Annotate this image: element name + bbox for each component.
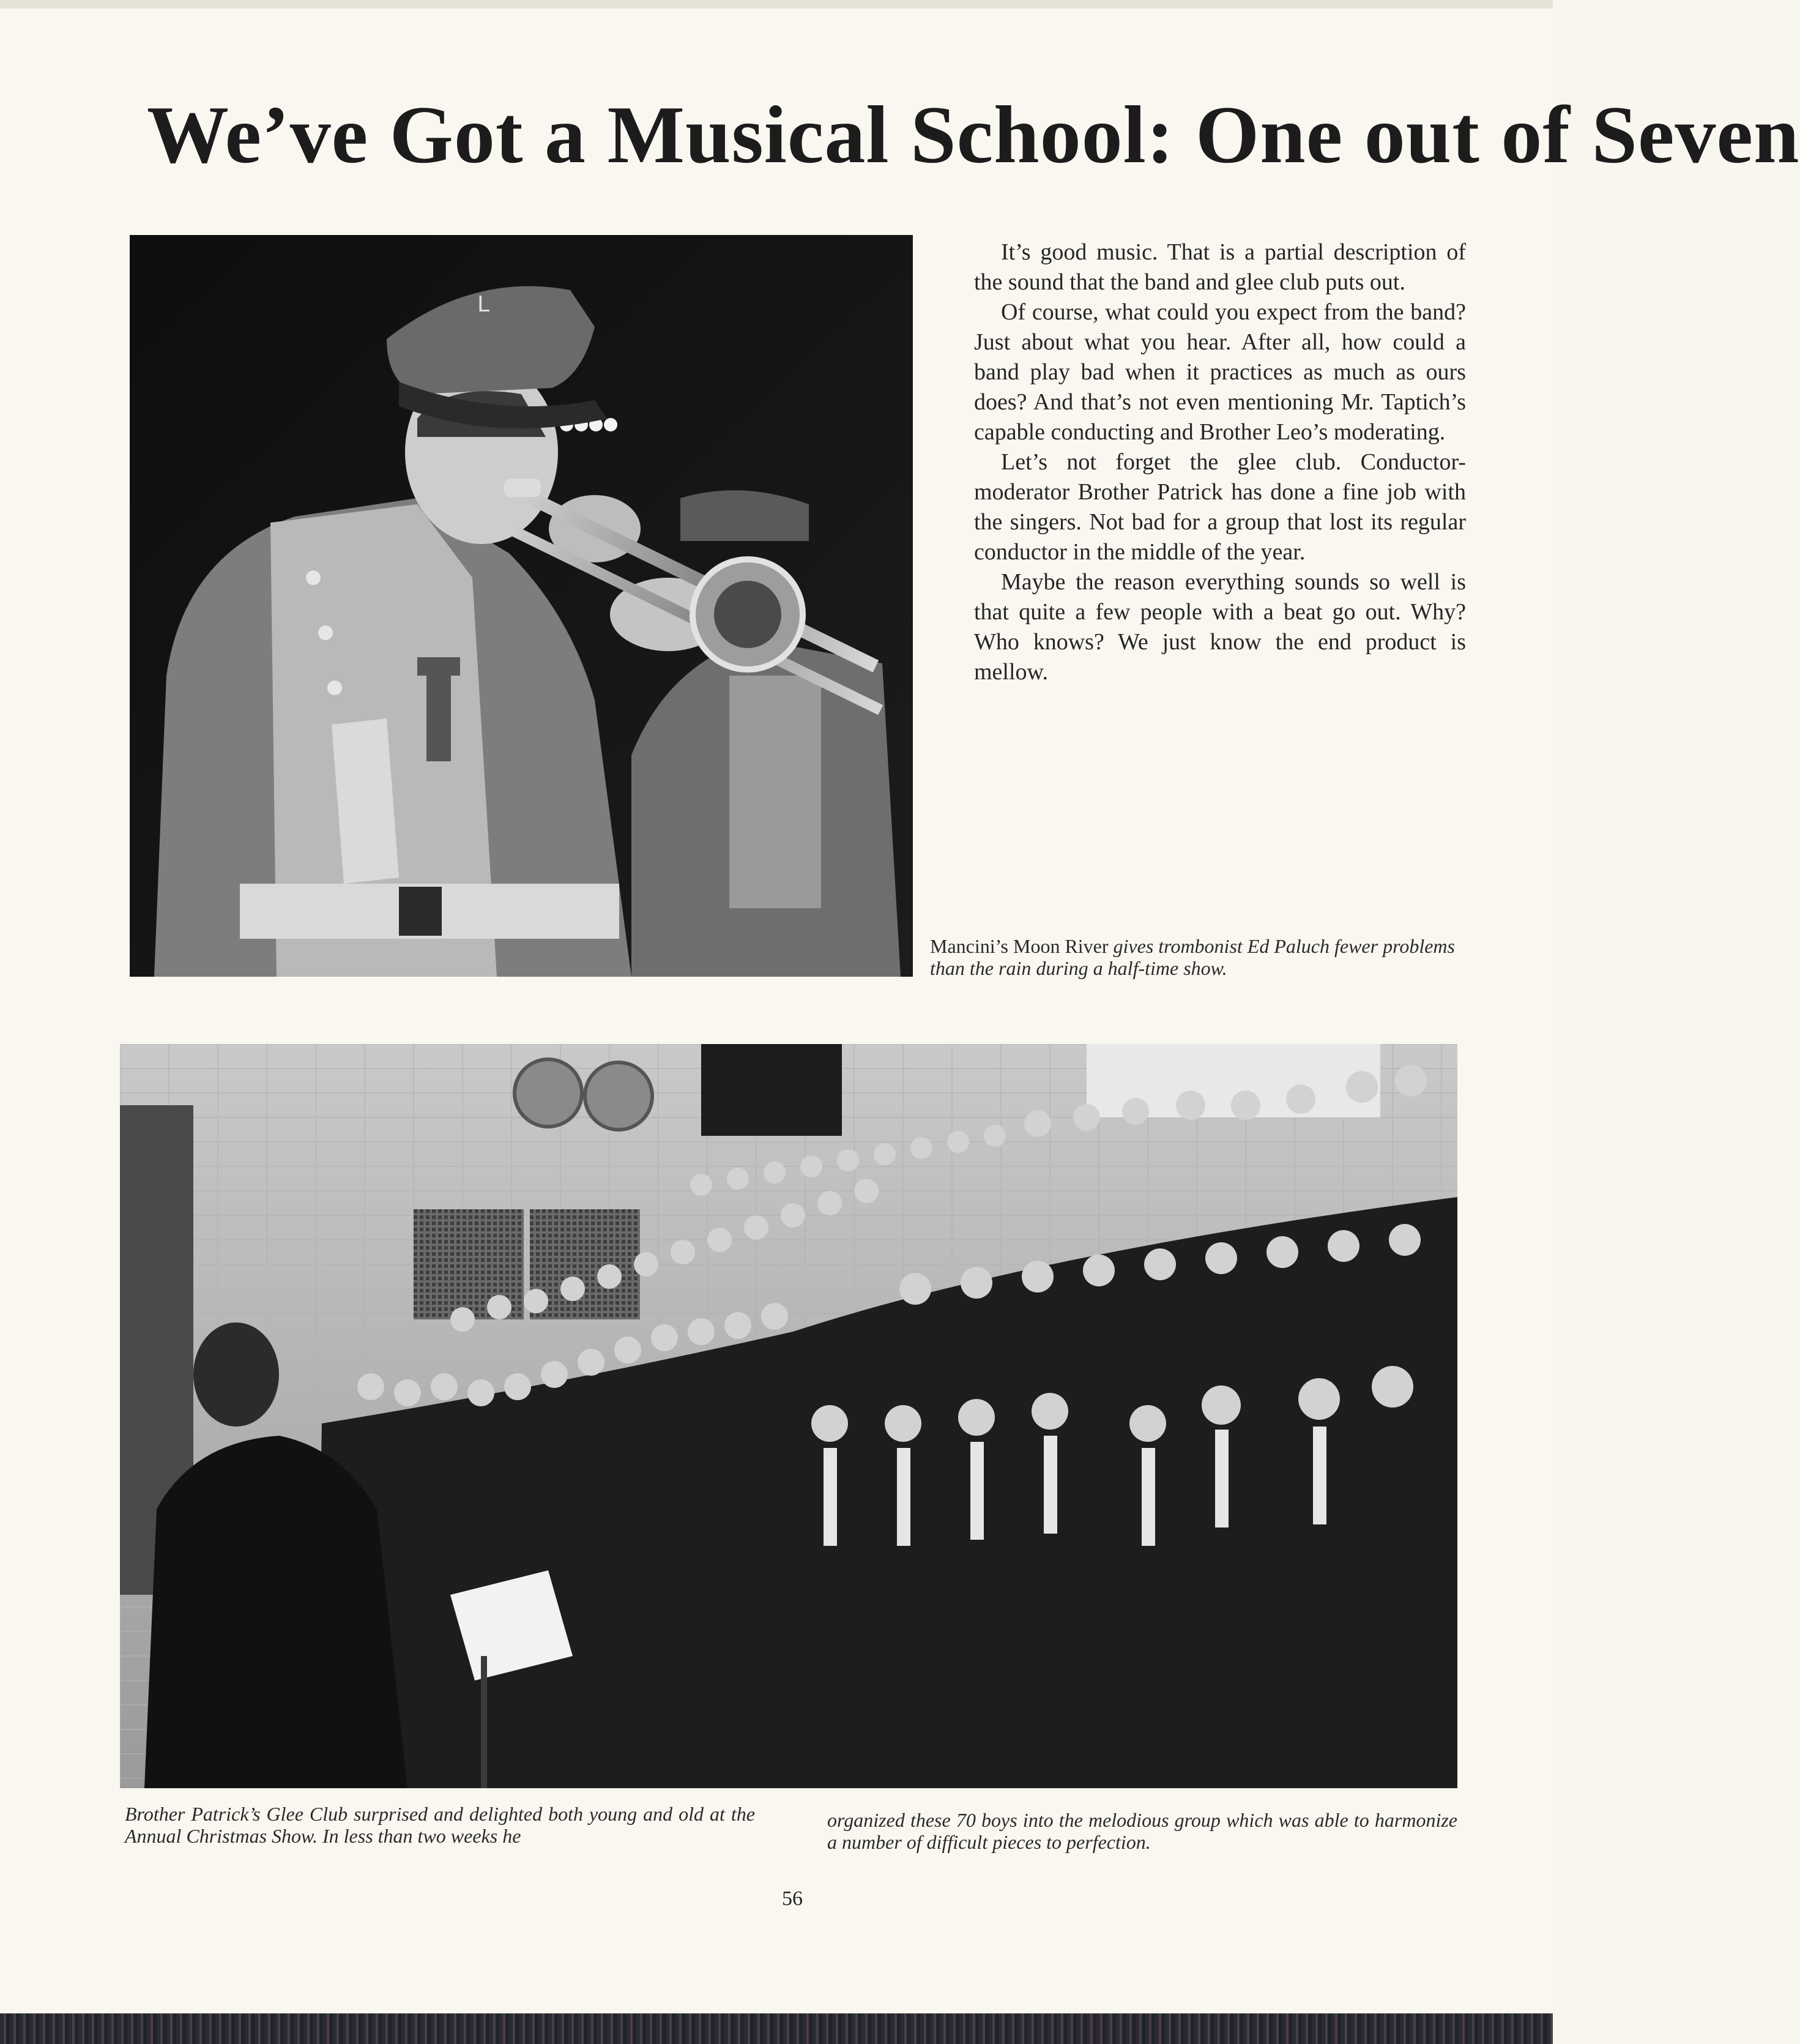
glee-club-photo (120, 1044, 1457, 1788)
page-headline: We’ve Got a Musical School: One out of Seven (147, 89, 1800, 180)
glee-club-photo-illustration (120, 1044, 1457, 1788)
glee-club-caption-left: Brother Patrick’s Glee Club surprised and delighted both young and old at the Annual Christmas Show. In less than two weeks he (125, 1803, 755, 1847)
article-paragraph: Maybe the reason everything sounds so well is that quite a few people with a beat go out. Why? Who knows? We just know the end product is mellow. (974, 569, 1466, 685)
article-paragraph: Of course, what could you expect from the band? Just about what you hear. After all, how could a band play bad when it practices as much as ours does? And that’s not even mentioning Mr. Taptich’s capable conducting and Brother Leo’s moderating. (974, 299, 1466, 445)
caption-band-text: gives trombonist Ed Paluch fewer problems than the rain during a half-time show. (930, 935, 1455, 979)
article-paragraph: It’s good music. That is a partial description of the sound that the band and glee club puts out. (974, 239, 1466, 295)
scan-edge-strip (0, 2013, 1553, 2044)
svg-text:L: L (477, 292, 490, 317)
article-body (974, 237, 1466, 687)
trombonist-photo-caption (930, 935, 1468, 979)
trombonist-photo (130, 235, 913, 977)
page-top-edge (0, 0, 1553, 9)
glee-club-caption-right: organized these 70 boys into the melodious group which was able to harmonize a number of difficult pieces to perfection. (827, 1809, 1457, 1853)
page-number: 56 (782, 1887, 803, 1910)
article-paragraph: Let’s not forget the glee club. Conductor-moderator Brother Patrick has done a fine job with the singers. Not bad for a group that lost its regular conductor in the middle of the year. (974, 449, 1466, 565)
trombonist-photo-illustration (130, 235, 913, 977)
caption-song-title: Mancini’s Moon River (930, 935, 1109, 957)
